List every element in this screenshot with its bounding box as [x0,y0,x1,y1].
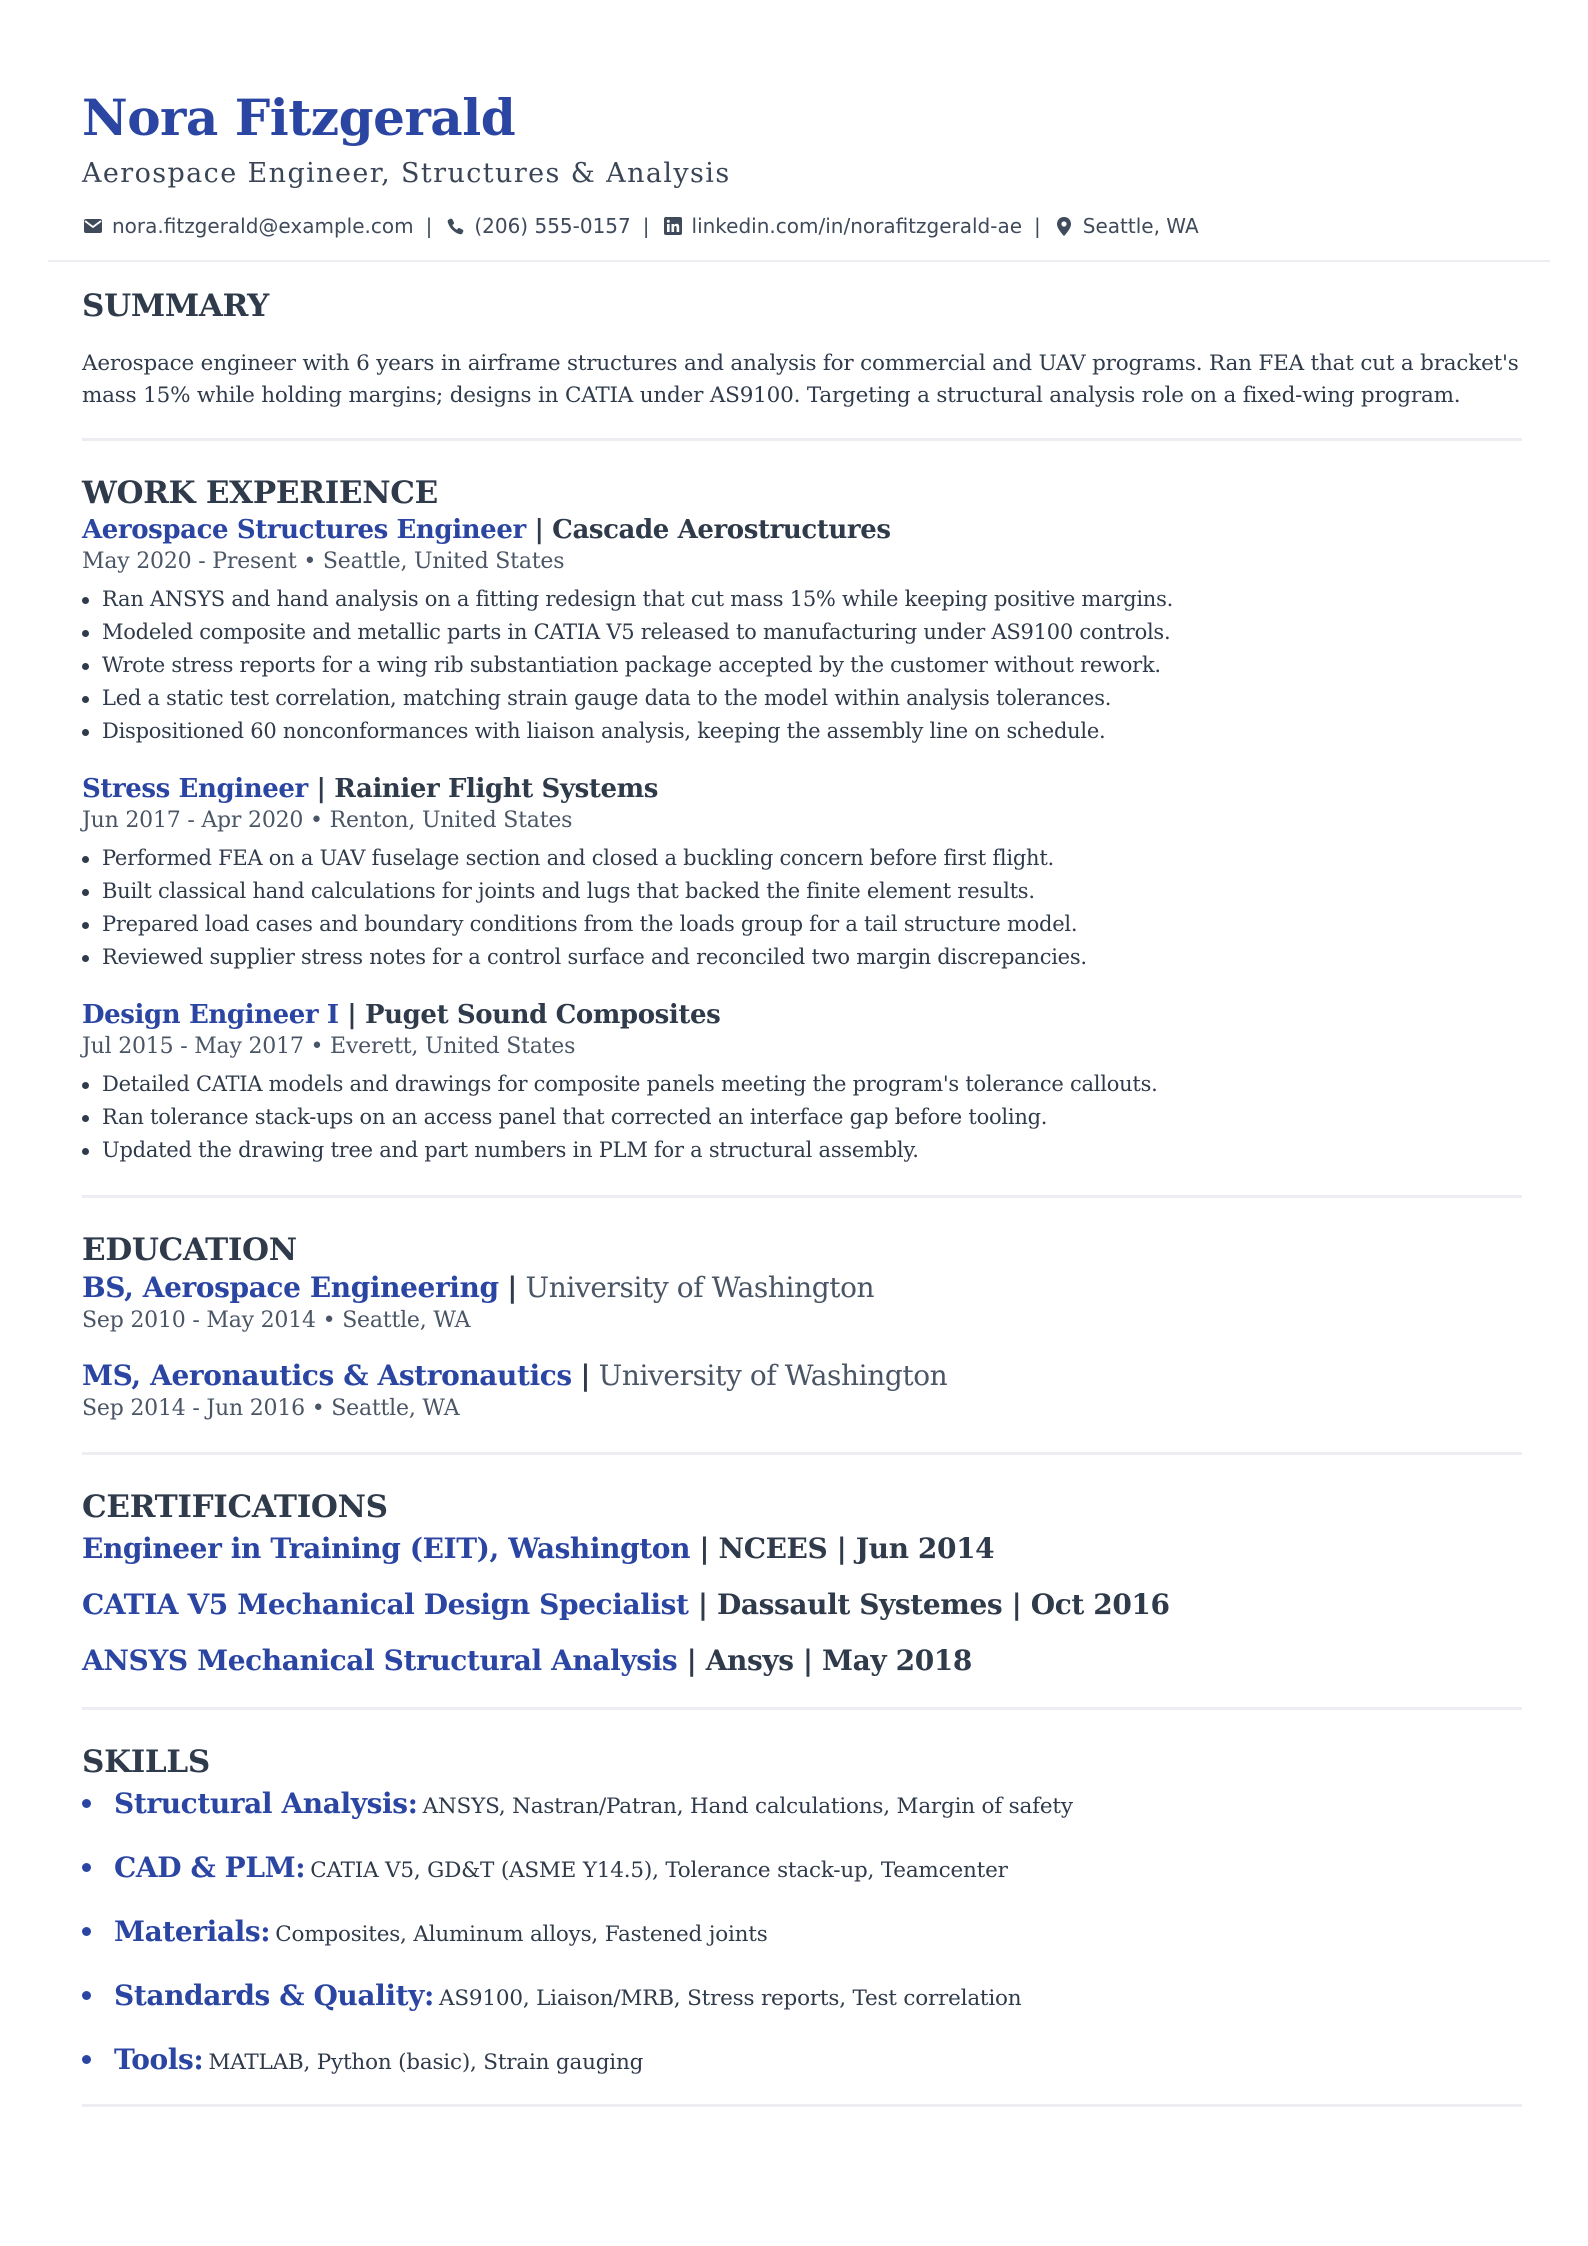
list-item: Prepared load cases and boundary conditions from the loads group for a tail structure model. [102,908,1522,941]
skills-list [82,1786,1522,2082]
candidate-name: Nora Fitzgerald [82,88,516,147]
job-role: Design Engineer I [82,1000,339,1030]
list-item: Detailed CATIA models and drawings for composite panels meeting the program's tolerance callouts. [102,1068,1522,1101]
list-item: Performed FEA on a UAV fuselage section and closed a buckling concern before first flight. [102,842,1522,875]
phone-icon [444,215,466,237]
job-company: | Cascade Aerostructures [534,515,891,545]
certification-item [82,1587,1522,1623]
candidate-title: Aerospace Engineer, Structures & Analysis [82,158,731,189]
education-header [82,1270,1522,1306]
contact-separator: | [1034,214,1041,238]
job-entry [82,513,1522,748]
education-degree: BS, Aerospace Engineering [82,1271,499,1304]
list-item: Dispositioned 60 nonconformances with liaison analysis, keeping the assembly line on schedule. [102,715,1522,748]
certification-issuer-date: | Dassault Systemes | Oct 2016 [697,1588,1170,1621]
education-school: University of Washington [525,1271,875,1304]
section-divider [82,438,1522,441]
certifications-heading: CERTIFICATIONS [82,1489,388,1525]
certification-issuer-date: | Ansys | May 2018 [686,1644,972,1677]
job-header [82,513,1522,547]
contact-location [1053,212,1199,240]
skill-values: MATLAB, Python (basic), Strain gauging [208,2050,644,2075]
contact-separator: | [642,214,650,238]
job-meta: Jun 2017 - Apr 2020 • Renton, United States [82,808,573,833]
job-bullets [82,1068,1522,1167]
education-school: University of Washington [598,1359,948,1392]
list-item: Ran ANSYS and hand analysis on a fitting redesign that cut mass 15% while keeping positive margins. [102,583,1522,616]
job-header [82,998,1522,1032]
education-section [82,1230,1522,1424]
contact-phone[interactable] [444,212,630,240]
linkedin-text: linkedin.com/in/norafitzgerald-ae [691,214,1023,238]
job-role: Aerospace Structures Engineer [82,515,526,545]
list-item: Built classical hand calculations for joints and lugs that backed the finite element results. [102,875,1522,908]
certification-name: CATIA V5 Mechanical Design Specialist [82,1588,689,1621]
education-separator: | [507,1271,517,1304]
list-item: Reviewed supplier stress notes for a control surface and reconciled two margin discrepancies. [102,941,1522,974]
education-degree: MS, Aeronautics & Astronautics [82,1359,572,1392]
education-separator: | [580,1359,591,1392]
certification-issuer-date: | NCEES | Jun 2014 [699,1532,995,1565]
contact-separator: | [425,214,433,238]
job-meta: May 2020 - Present • Seattle, United States [82,549,565,574]
skill-category: CAD & PLM: [114,1851,306,1884]
list-item: Wrote stress reports for a wing rib substantiation package accepted by the customer without rework. [102,649,1522,682]
summary-heading: SUMMARY [82,288,269,324]
job-entry [82,998,1522,1167]
skills-section [82,1742,1522,2082]
contact-bar [82,212,1506,240]
skill-item [114,1786,1522,1826]
skill-category: Standards & Quality: [114,1979,434,2012]
contact-linkedin[interactable] [662,212,1023,240]
list-item: Ran tolerance stack-ups on an access panel that corrected an interface gap before tooling. [102,1101,1522,1134]
job-company: | Rainier Flight Systems [316,774,658,804]
contact-email[interactable] [82,212,414,240]
skill-values: Composites, Aluminum alloys, Fastened joints [275,1922,768,1947]
skill-category: Structural Analysis: [114,1787,418,1820]
section-divider [82,1707,1522,1710]
experience-heading: WORK EXPERIENCE [82,475,438,511]
section-divider [82,1452,1522,1455]
list-item: Modeled composite and metallic parts in CATIA V5 released to manufacturing under AS9100 controls. [102,616,1522,649]
certification-name: ANSYS Mechanical Structural Analysis [82,1644,678,1677]
skill-item [114,1978,1522,2018]
education-header [82,1358,1522,1394]
job-entry [82,772,1522,974]
skills-heading: SKILLS [82,1744,211,1780]
resume-body [82,284,1522,2107]
education-heading: EDUCATION [82,1232,297,1268]
education-meta: Sep 2010 - May 2014 • Seattle, WA [82,1308,471,1333]
education-meta: Sep 2014 - Jun 2016 • Seattle, WA [82,1396,460,1421]
section-divider [82,1195,1522,1198]
email-text: nora.fitzgerald@example.com [112,214,414,238]
certification-item [82,1531,1522,1567]
list-item: Updated the drawing tree and part numbers in PLM for a structural assembly. [102,1134,1522,1167]
summary-section [82,286,1522,412]
skill-values: CATIA V5, GD&T (ASME Y14.5), Tolerance stack-up, Teamcenter [310,1858,1008,1883]
skill-values: AS9100, Liaison/MRB, Stress reports, Test correlation [439,1986,1022,2011]
education-entry [82,1358,1522,1424]
job-company: | Puget Sound Composites [347,1000,721,1030]
list-item: Led a static test correlation, matching strain gauge data to the model within analysis tolerances. [102,682,1522,715]
skill-category: Tools: [114,2043,204,2076]
skill-item [114,2042,1522,2082]
phone-text: (206) 555-0157 [474,214,631,238]
certification-item [82,1643,1522,1679]
summary-text: Aerospace engineer with 6 years in airframe structures and analysis for commercial and UAV programs. Ran FEA that cut a bracket's mass 15% while holding margins; designs in CATIA under AS9100. Targeting a structural analysis role on a fixed-wing program. [82,351,1519,408]
skill-item [114,1914,1522,1954]
header-divider [48,260,1550,262]
job-bullets [82,583,1522,748]
location-text: Seattle, WA [1082,214,1199,238]
job-role: Stress Engineer [82,774,308,804]
experience-section [82,473,1522,1167]
skill-values: ANSYS, Nastran/Patran, Hand calculations, Margin of safety [422,1794,1073,1819]
job-bullets [82,842,1522,974]
job-meta: Jul 2015 - May 2017 • Everett, United States [82,1034,576,1059]
skill-item [114,1850,1522,1890]
skill-category: Materials: [114,1915,271,1948]
resume-header [0,0,1588,240]
section-divider [82,2104,1522,2107]
map-pin-icon [1053,215,1075,237]
education-entry [82,1270,1522,1336]
certification-name: Engineer in Training (EIT), Washington [82,1532,691,1565]
job-header [82,772,1522,806]
envelope-icon [82,215,104,237]
linkedin-icon [662,215,684,237]
certifications-section [82,1487,1522,1679]
